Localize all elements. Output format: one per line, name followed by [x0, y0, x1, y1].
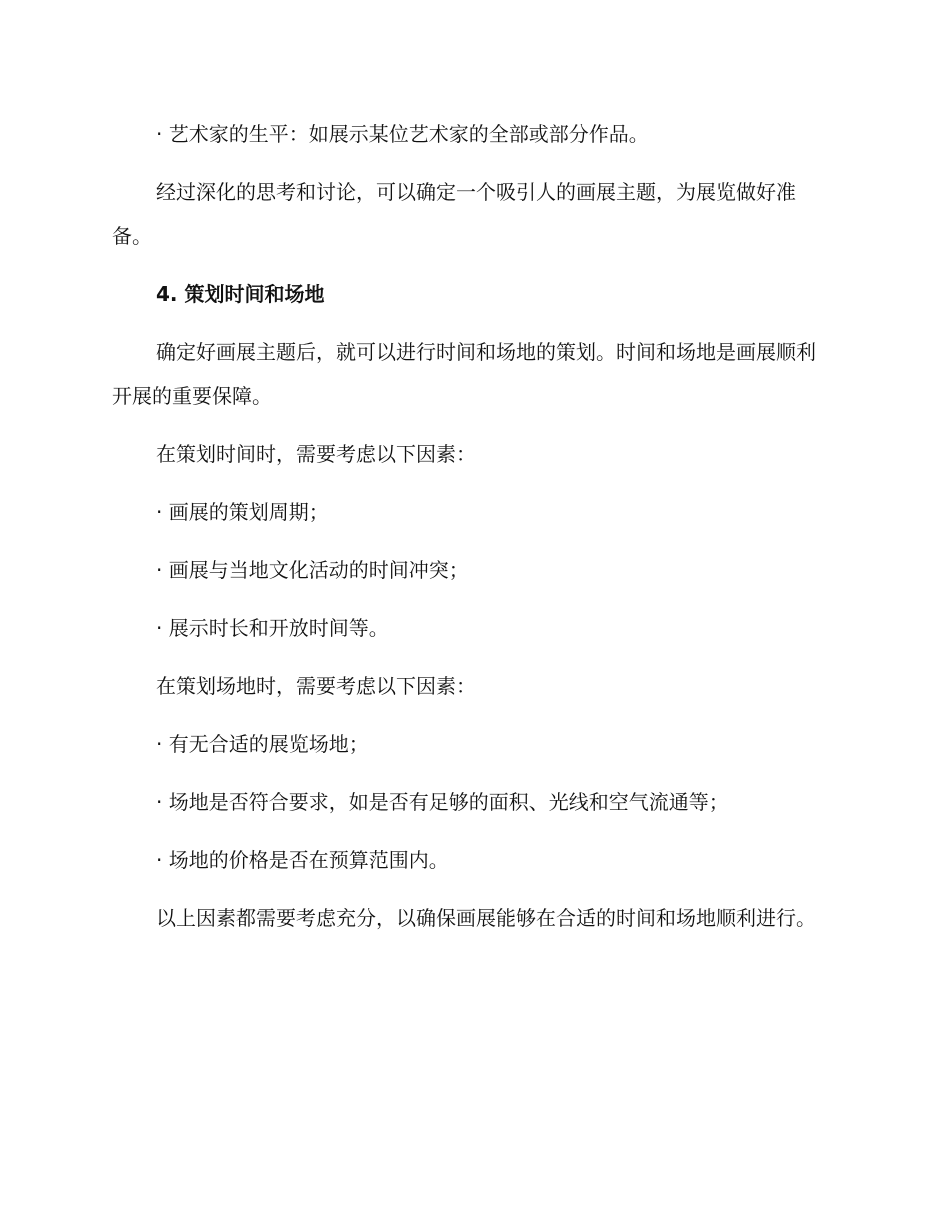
paragraph-theme-conclusion: 经过深化的思考和讨论，可以确定一个吸引人的画展主题，为展览做好准备。: [112, 180, 796, 248]
bullet-artist-life: · 艺术家的生平：如展示某位艺术家的全部或部分作品。: [156, 122, 649, 146]
bullet-time-item: · 画展的策划周期；: [156, 500, 329, 524]
section-heading: 4. 策划时间和场地: [156, 282, 325, 306]
bullet-venue-item: · 场地是否符合要求，如是否有足够的面积、光线和空气流通等；: [156, 790, 729, 814]
bullet-venue-item: · 场地的价格是否在预算范围内。: [156, 848, 449, 872]
bullet-time-item: · 画展与当地文化活动的时间冲突；: [156, 558, 469, 582]
paragraph-conclusion: 以上因素都需要考虑充分，以确保画展能够在合适的时间和场地顺利进行。: [156, 906, 816, 930]
bullet-time-item: · 展示时长和开放时间等。: [156, 616, 389, 640]
bullet-venue-item: · 有无合适的展览场地；: [156, 732, 369, 756]
document-body: [112, 112, 830, 940]
paragraph-time-factors-intro: 在策划时间时，需要考虑以下因素：: [156, 442, 476, 466]
paragraph-venue-factors-intro: 在策划场地时，需要考虑以下因素：: [156, 674, 476, 698]
paragraph-time-venue-intro: 确定好画展主题后，就可以进行时间和场地的策划。时间和场地是画展顺利开展的重要保障。: [112, 340, 816, 408]
